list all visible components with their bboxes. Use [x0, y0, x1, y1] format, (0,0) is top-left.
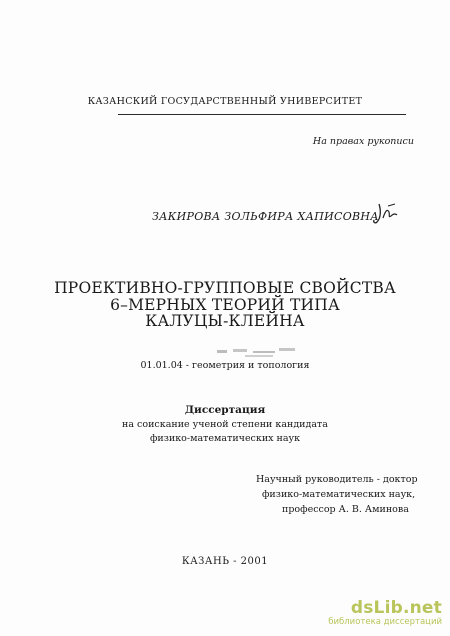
dissertation-title [0, 280, 450, 330]
watermark-subtitle: библиотека диссертаций [328, 617, 442, 627]
faded-stamp-mark [215, 346, 305, 360]
advisor-line: профессор А. В. Аминова [282, 504, 409, 515]
author-name: ЗАКИРОВА ЗОЛЬФИРА ХАПИСОВНА [152, 210, 379, 223]
rights-note: На правах рукописи [312, 136, 414, 147]
title-line: 6–МЕРНЫХ ТЕОРИЙ ТИПА [110, 295, 340, 314]
degree-line: на соискание ученой степени кандидата [122, 419, 328, 430]
dissertation-heading: Диссертация [184, 404, 266, 416]
university-name: КАЗАНСКИЙ ГОСУДАРСТВЕННЫЙ УНИВЕРСИТЕТ [87, 96, 363, 107]
header-rule [118, 114, 406, 115]
advisor-line: физико-математических наук, [262, 489, 416, 500]
title-line: КАЛУЦЫ-КЛЕЙНА [145, 312, 305, 330]
degree-line: физико-математических наук [149, 433, 301, 444]
watermark-brand: dsLib.net [350, 598, 442, 618]
signature-mark [371, 200, 401, 228]
advisor-line: Научный руководитель - доктор [256, 474, 418, 485]
specialty-code: 01.01.04 - геометрия и топология [140, 360, 310, 371]
city-year: КАЗАНЬ - 2001 [181, 556, 269, 567]
dslib-watermark [328, 598, 442, 628]
title-line: ПРОЕКТИВНО-ГРУППОВЫЕ СВОЙСТВА [54, 279, 396, 297]
